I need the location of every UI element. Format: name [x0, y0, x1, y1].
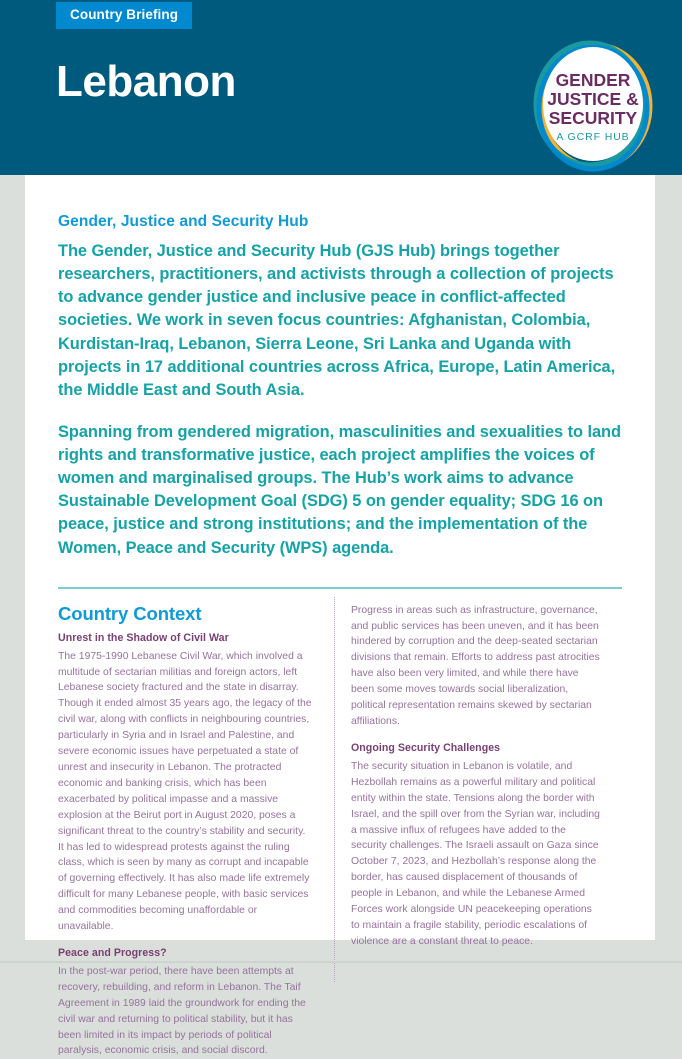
right-column — [329, 603, 600, 1059]
footer-rule — [0, 961, 682, 963]
column-divider — [334, 597, 335, 982]
subsection-body: Progress in areas such as infrastructure, governance, and public services has been uneven, and it has been hindered by corruption and the deep-seated sectarian divisions that remain. Efforts to address past atrocities have also been very limited, and while there have been some moves towards social liberalization, political representation remains skewed by sectarian affiliations. — [351, 604, 600, 727]
intro-heading: Gender, Justice and Security Hub — [58, 213, 309, 230]
content-card — [25, 175, 655, 1057]
subsection-heading: Peace and Progress? — [58, 946, 167, 959]
intro-paragraph: Spanning from gendered migration, masculinities and sexualities to land rights and transformative justice, each project amplifies the voices of women and marginalised groups. The Hub’s work aims to advance Sustainable Development Goal (SDG) 5 on gender equality; SDG 16 on peace, justice and strong institutions; and the implementation of the Women, Peace and Security (WPS) agenda. — [58, 422, 621, 557]
country-context-section — [25, 589, 655, 1059]
country-briefing-badge: Country Briefing — [56, 2, 192, 29]
gender-justice-security-logo — [530, 34, 656, 175]
left-column — [58, 603, 329, 1059]
page-header — [0, 0, 682, 175]
subsection-body: In the post-war period, there have been attempts at recovery, rebuilding, and reform in Lebanon. The Taif Agreement in 1989 laid the groundwork for ending the civil war and returning to political stability, but it has been limited in its impact by periods of political paralysis, economic crisis, and social discord. — [58, 965, 306, 1057]
logo-line-1: GENDER — [555, 70, 631, 90]
subsection-body: The security situation in Lebanon is volatile, and Hezbollah remains as a powerful military and political entity within the state. Tensions along the border with Israel, and the spill over from the Syrian war, including a massive influx of refugees have added to the security challenges. The Israeli assault on Gaza since October 7, 2023, and Hezbollah’s response along the border, has caused displacement of thousands of people in Lebanon, and while the Lebanese Armed Forces work alongside UN peacekeeping operations to maintain a fragile stability, periodic escalations of violence are a constant threat to peace. — [351, 760, 600, 947]
logo-line-2: JUSTICE & — [547, 89, 639, 109]
intro-section — [25, 175, 655, 560]
subsection-body: The 1975-1990 Lebanese Civil War, which involved a multitude of sectarian militias and foreign actors, left Lebanese society fractured and the state in disarray. Though it ended almost 35 years ago, the legacy of the civil war, along with conflicts in neighbouring countries, particularly in Syria and in Israel and Palestine, and severe economic issues have perpetuated a state of unrest and insecurity in Lebanon. The protracted economic and banking crisis, which has been exacerbated by political impasse and a massive explosion at the Beirut port in August 2020, poses a significant threat to the country’s stability and security. It has led to widespread protests against the ruling class, which is seen by many as corrupt and incapable of governing effectively. It has also made life extremely difficult for many Lebanese people, with basic services and commodities becoming unaffordable or unavailable. — [58, 650, 312, 933]
intro-paragraph: The Gender, Justice and Security Hub (GJS Hub) brings together researchers, practitioners, and activists through a collection of projects to advance gender justice and inclusive peace in conflict-affected societies. We work in seven focus countries: Afghanistan, Colombia, Kurdistan-Iraq, Lebanon, Sierra Leone, Sri Lanka and Uganda with projects in 17 additional countries across Africa, Europe, Latin America, the Middle East and South Asia. — [58, 242, 616, 399]
logo-tagline: A GCRF HUB — [556, 131, 630, 143]
section-title: Country Context — [58, 602, 202, 624]
subsection-heading: Ongoing Security Challenges — [351, 741, 501, 754]
page-title: Lebanon — [56, 57, 236, 106]
logo-line-3: SECURITY — [548, 108, 638, 128]
subsection-heading: Unrest in the Shadow of Civil War — [58, 631, 229, 644]
